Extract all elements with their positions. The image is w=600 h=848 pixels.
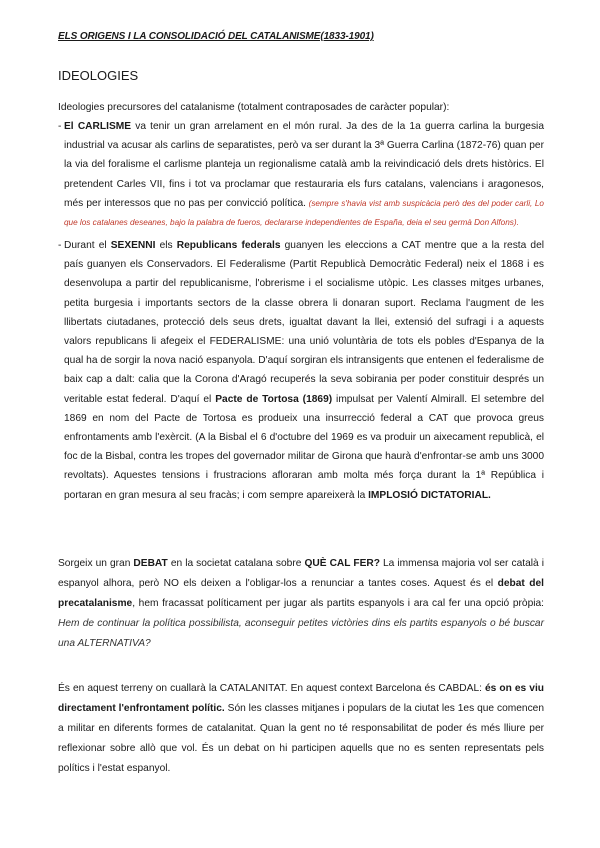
- sexenni-text-4: impulsat per Valentí Almirall. El setembre del 1869 en nom del Pacte de Tortosa es produeix una insurrecció federal a CAT que provoca greus enfrontaments amb l'exèrcit. (A la Bisbal el 6 d'octubre del 1969 es va produir un aixecament republicà, el foc de la Bisbal, contra les tropes del governador militar de Girona que haurà d'enfrontar-se amb uns 3000 revoltats). Aquestes tensions i frustracions afloraran amb molta més força durant la 1ª República i portaran en gran mesura al seu fracàs; i com sempre apareixerà la: [64, 393, 544, 501]
- debat-text-2: en la societat catalana sobre: [167, 558, 305, 569]
- debat-question: Hem de continuar la política possibilista, aconseguir petites victòries dins els partits espanyols o bé buscar una ALTERNATIVA?: [58, 618, 544, 649]
- carlisme-paragraph: [64, 117, 544, 232]
- implosio-dictatorial-term: IMPLOSIÓ DICTATORIAL.: [368, 489, 491, 501]
- bullet-dash: -: [58, 240, 62, 251]
- catalanitat-text-1: És en aquest terreny on cuallarà la CATALANITAT. En aquest context Barcelona és CABDAL:: [58, 683, 486, 694]
- list-item-carlisme: [58, 117, 544, 232]
- sexenni-text-3: guanyen les eleccions a CAT mentre que a la resta del país guanyen els Conservadors. El Federalisme (Partit Republicà Democràtic Federal) neix el 1868 i es desenvolupa a partir del republicanisme, l'obrerisme i el socialisme utòpic. Les classes mitges urbanes, petita burgesia i importants sectors de la classe obrera li donaran suport. Reclama l'augment de les llibertats ciutadanes, protecció dels seus drets, igualtat davant la llei, extensió del sufragi i a aquests valors republicans li afegeix el FEDERALISME: una unió voluntària de tots els pobles d'Espanya de la qual ha de sorgir la nova nació espanyola. D'aquí sorgiran els intransigents que entenen el federalisme de baix cap a dalt: calia que la Corona d'Aragó recuperés la seva sobirania per poder constituir després un veritable estat federal. D'aquí el: [64, 240, 545, 405]
- document-title: ELS ORIGENS I LA CONSOLIDACIÓ DEL CATALANISME(1833-1901): [58, 31, 374, 42]
- list-item-sexenni: [58, 236, 544, 505]
- pacte-tortosa-term: Pacte de Tortosa (1869): [215, 393, 333, 405]
- sexenni-text-2: els: [155, 240, 177, 251]
- debat-text-4: , hem fracassat políticament per jugar als partits espanyols i ara cal fer una opció pròpia:: [132, 598, 544, 609]
- section-heading-ideologies: IDEOLOGIES: [58, 68, 139, 83]
- debat-text-1: Sorgeix un gran: [58, 558, 134, 569]
- carlisme-text: va tenir un gran arrelament en el món rural. Ja des de la 1a guerra carlina la burgesia industrial va acusar als carlins de separatistes, però va ser durant la 3ª Guerra Carlina (1872-76) quan per la via del foralisme el carlisme planteja un regionalisme català amb la reivindicació dels drets històrics. El pretendent Carles VII, fins i tot va proclamar que restauraria els furs catalans, valencians i aragonesos, més per interessos que no pas per convicció política.: [64, 121, 544, 209]
- sexenni-term: SEXENNI: [110, 240, 156, 251]
- carlisme-note: (sempre s'havia vist amb suspicàcia però des del poder carli, Lo que los catalanes deseanes, bajo la palabra de fueros, declararse independientes de España, deia el seu germà Don Alfons).: [64, 198, 544, 228]
- precatalanisme-term: debat del precatalanisme: [58, 578, 544, 609]
- debat-paragraph: [58, 554, 544, 654]
- que-cal-fer-term: QUÈ CAL FER?: [304, 558, 380, 569]
- sexenni-text-1: Durant el: [64, 240, 111, 251]
- debat-term: DEBAT: [133, 558, 168, 569]
- enfrontament-politic-term: és on es viu directament l'enfrontament polític.: [58, 683, 544, 714]
- catalanitat-paragraph: [58, 679, 544, 779]
- carlisme-term: El CARLISME: [64, 121, 132, 132]
- sexenni-paragraph: [64, 236, 544, 505]
- catalanitat-text-2: Són les classes mitjanes i populars de la ciutat les 1es que comencen a militar en diferents formes de catalanitat. Quan la gent no té responsabilitat de poder és més lliure per reflexionar sobre allò que vol. És un debat on hi participen aquells que no es senten representats pels polítics i l'estat espanyol.: [58, 703, 544, 774]
- republicans-federals-term: Republicans federals: [176, 240, 281, 251]
- debat-text-3: La immensa majoria vol ser català i espanyol alhora, però NO els deixen a l'obligar-los a renunciar a tantes coses. Aquest és el: [58, 558, 544, 589]
- bullet-dash: -: [58, 121, 62, 132]
- intro-line: Ideologies precursores del catalanisme (totalment contraposades de caràcter popular):: [58, 102, 450, 113]
